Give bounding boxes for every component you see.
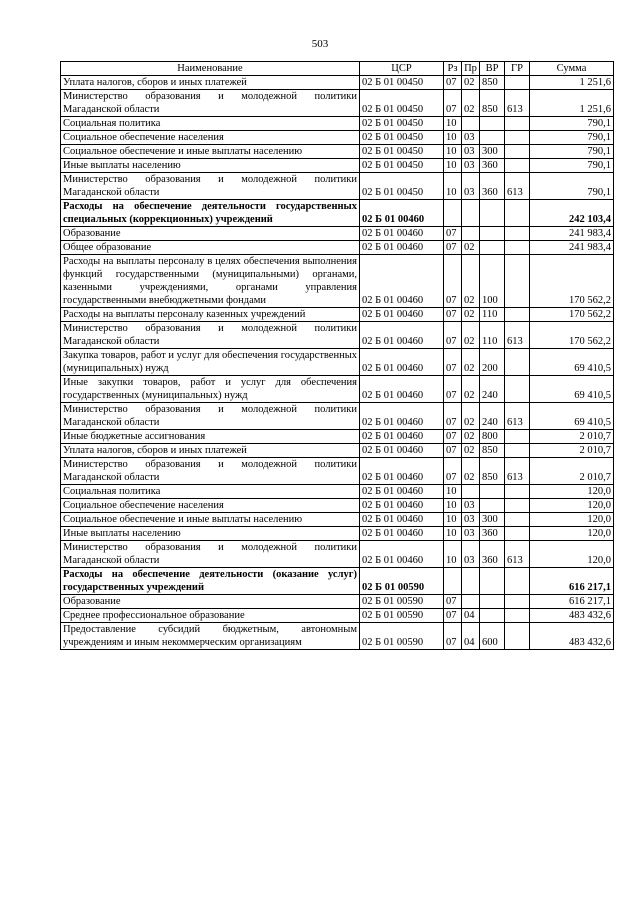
cell-pr: 03 (462, 527, 480, 541)
cell-vr: 850 (480, 444, 505, 458)
cell-name: Уплата налогов, сборов и иных платежей (61, 76, 360, 90)
table-row (61, 513, 614, 527)
cell-gr (505, 241, 530, 255)
cell-gr (505, 76, 530, 90)
cell-pr: 02 (462, 430, 480, 444)
cell-name: Образование (61, 595, 360, 609)
cell-csr: 02 Б 01 00590 (360, 623, 444, 650)
cell-pr (462, 200, 480, 227)
cell-pr: 03 (462, 499, 480, 513)
cell-csr: 02 Б 01 00460 (360, 308, 444, 322)
cell-gr (505, 485, 530, 499)
cell-pr: 03 (462, 173, 480, 200)
cell-pr: 02 (462, 403, 480, 430)
cell-pr: 02 (462, 458, 480, 485)
cell-gr (505, 376, 530, 403)
cell-rz (444, 200, 462, 227)
cell-rz: 07 (444, 623, 462, 650)
cell-name: Расходы на выплаты персоналу в целях обеспечения выполнения функций государственными (муниципальными) органами, казенными учреждениями, органами управления государственными внебюджетными фондами (61, 255, 360, 308)
cell-sum: 483 432,6 (530, 623, 614, 650)
cell-name: Общее образование (61, 241, 360, 255)
cell-vr (480, 499, 505, 513)
cell-vr (480, 117, 505, 131)
cell-rz: 07 (444, 458, 462, 485)
cell-csr: 02 Б 01 00460 (360, 241, 444, 255)
table-row (61, 499, 614, 513)
cell-csr: 02 Б 01 00460 (360, 541, 444, 568)
cell-gr (505, 444, 530, 458)
cell-pr: 04 (462, 623, 480, 650)
cell-csr: 02 Б 01 00450 (360, 117, 444, 131)
cell-csr: 02 Б 01 00460 (360, 349, 444, 376)
cell-gr (505, 513, 530, 527)
cell-name: Социальная политика (61, 117, 360, 131)
cell-rz: 07 (444, 349, 462, 376)
cell-sum: 790,1 (530, 145, 614, 159)
cell-rz: 07 (444, 322, 462, 349)
cell-name: Предоставление субсидий бюджетным, автономным учреждениям и иным некоммерческим организациям (61, 623, 360, 650)
cell-name: Иные выплаты населению (61, 159, 360, 173)
cell-rz: 10 (444, 541, 462, 568)
table-row (61, 76, 614, 90)
cell-csr: 02 Б 01 00450 (360, 131, 444, 145)
cell-rz: 07 (444, 595, 462, 609)
cell-vr (480, 595, 505, 609)
cell-vr: 360 (480, 541, 505, 568)
table-row (61, 595, 614, 609)
cell-rz: 07 (444, 430, 462, 444)
table-row (61, 609, 614, 623)
table-row (61, 308, 614, 322)
cell-csr: 02 Б 01 00590 (360, 568, 444, 595)
cell-sum: 69 410,5 (530, 403, 614, 430)
cell-name: Министерство образования и молодежной политики Магаданской области (61, 541, 360, 568)
cell-csr: 02 Б 01 00460 (360, 403, 444, 430)
cell-pr: 03 (462, 541, 480, 568)
cell-gr (505, 349, 530, 376)
cell-gr: 613 (505, 403, 530, 430)
cell-sum: 120,0 (530, 485, 614, 499)
cell-vr: 850 (480, 458, 505, 485)
cell-gr (505, 255, 530, 308)
cell-vr: 850 (480, 90, 505, 117)
table-row (61, 541, 614, 568)
cell-sum: 1 251,6 (530, 90, 614, 117)
cell-csr: 02 Б 01 00460 (360, 485, 444, 499)
cell-gr (505, 499, 530, 513)
cell-sum: 1 251,6 (530, 76, 614, 90)
cell-vr: 360 (480, 527, 505, 541)
cell-csr: 02 Б 01 00460 (360, 200, 444, 227)
cell-gr (505, 430, 530, 444)
cell-rz: 10 (444, 527, 462, 541)
cell-name: Министерство образования и молодежной политики Магаданской области (61, 90, 360, 117)
table-row (61, 376, 614, 403)
cell-vr (480, 131, 505, 145)
cell-pr: 02 (462, 308, 480, 322)
cell-gr: 613 (505, 322, 530, 349)
cell-rz: 07 (444, 227, 462, 241)
cell-name: Иные бюджетные ассигнования (61, 430, 360, 444)
cell-csr: 02 Б 01 00460 (360, 513, 444, 527)
cell-gr: 613 (505, 90, 530, 117)
cell-name: Образование (61, 227, 360, 241)
cell-vr (480, 200, 505, 227)
cell-vr (480, 227, 505, 241)
cell-name: Социальное обеспечение населения (61, 499, 360, 513)
cell-gr (505, 131, 530, 145)
table-row (61, 485, 614, 499)
cell-gr (505, 609, 530, 623)
cell-pr: 03 (462, 513, 480, 527)
cell-csr: 02 Б 01 00450 (360, 173, 444, 200)
cell-pr: 02 (462, 76, 480, 90)
cell-name: Министерство образования и молодежной политики Магаданской области (61, 322, 360, 349)
cell-sum: 241 983,4 (530, 227, 614, 241)
cell-name: Расходы на выплаты персоналу казенных учреждений (61, 308, 360, 322)
cell-csr: 02 Б 01 00460 (360, 458, 444, 485)
cell-sum: 790,1 (530, 117, 614, 131)
cell-pr: 02 (462, 255, 480, 308)
table-header-row (61, 62, 614, 76)
header-name: Наименование (61, 62, 360, 76)
cell-csr: 02 Б 01 00450 (360, 159, 444, 173)
cell-sum: 120,0 (530, 541, 614, 568)
cell-vr: 200 (480, 349, 505, 376)
cell-rz: 10 (444, 485, 462, 499)
cell-gr (505, 527, 530, 541)
table-row (61, 255, 614, 308)
cell-vr (480, 241, 505, 255)
cell-rz: 10 (444, 513, 462, 527)
cell-rz: 10 (444, 145, 462, 159)
cell-gr (505, 595, 530, 609)
cell-csr: 02 Б 01 00460 (360, 444, 444, 458)
table-row (61, 349, 614, 376)
cell-vr: 240 (480, 403, 505, 430)
cell-pr: 02 (462, 444, 480, 458)
cell-rz: 10 (444, 117, 462, 131)
cell-vr: 100 (480, 255, 505, 308)
cell-csr: 02 Б 01 00590 (360, 609, 444, 623)
cell-sum: 120,0 (530, 513, 614, 527)
cell-gr (505, 308, 530, 322)
cell-pr: 04 (462, 609, 480, 623)
cell-name: Среднее профессиональное образование (61, 609, 360, 623)
header-pr: Пр (462, 62, 480, 76)
cell-name: Уплата налогов, сборов и иных платежей (61, 444, 360, 458)
cell-gr: 613 (505, 458, 530, 485)
cell-name: Расходы на обеспечение деятельности (оказание услуг) государственных учреждений (61, 568, 360, 595)
cell-sum: 616 217,1 (530, 595, 614, 609)
cell-gr (505, 568, 530, 595)
cell-vr: 300 (480, 145, 505, 159)
cell-sum: 2 010,7 (530, 458, 614, 485)
cell-pr: 02 (462, 376, 480, 403)
cell-csr: 02 Б 01 00450 (360, 145, 444, 159)
cell-pr (462, 485, 480, 499)
table-row (61, 403, 614, 430)
cell-rz: 07 (444, 376, 462, 403)
cell-name: Министерство образования и молодежной политики Магаданской области (61, 403, 360, 430)
cell-csr: 02 Б 01 00450 (360, 90, 444, 117)
cell-sum: 170 562,2 (530, 255, 614, 308)
cell-sum: 2 010,7 (530, 430, 614, 444)
cell-csr: 02 Б 01 00460 (360, 255, 444, 308)
cell-gr (505, 227, 530, 241)
cell-csr: 02 Б 01 00460 (360, 322, 444, 349)
cell-vr: 110 (480, 322, 505, 349)
cell-rz: 07 (444, 76, 462, 90)
cell-rz: 10 (444, 173, 462, 200)
budget-table (60, 61, 614, 650)
table-row (61, 200, 614, 227)
cell-rz: 10 (444, 159, 462, 173)
cell-gr: 613 (505, 173, 530, 200)
cell-pr: 03 (462, 159, 480, 173)
cell-sum: 69 410,5 (530, 349, 614, 376)
cell-csr: 02 Б 01 00460 (360, 430, 444, 444)
cell-vr: 360 (480, 173, 505, 200)
cell-vr: 600 (480, 623, 505, 650)
table-row (61, 241, 614, 255)
table-row (61, 159, 614, 173)
table-row (61, 90, 614, 117)
cell-rz: 07 (444, 403, 462, 430)
table-row (61, 568, 614, 595)
cell-name: Расходы на обеспечение деятельности государственных специальных (коррекционных) учреждений (61, 200, 360, 227)
cell-rz: 07 (444, 241, 462, 255)
cell-pr: 03 (462, 145, 480, 159)
cell-vr: 360 (480, 159, 505, 173)
cell-vr: 110 (480, 308, 505, 322)
cell-gr: 613 (505, 541, 530, 568)
cell-rz: 07 (444, 444, 462, 458)
header-sum: Сумма (530, 62, 614, 76)
cell-name: Министерство образования и молодежной политики Магаданской области (61, 458, 360, 485)
cell-gr (505, 159, 530, 173)
table-row (61, 145, 614, 159)
cell-csr: 02 Б 01 00460 (360, 499, 444, 513)
cell-sum: 483 432,6 (530, 609, 614, 623)
cell-sum: 242 103,4 (530, 200, 614, 227)
table-row (61, 444, 614, 458)
cell-name: Социальное обеспечение населения (61, 131, 360, 145)
table-body (61, 76, 614, 650)
cell-pr (462, 595, 480, 609)
cell-pr: 02 (462, 90, 480, 117)
cell-rz: 07 (444, 308, 462, 322)
cell-rz: 10 (444, 131, 462, 145)
cell-gr (505, 200, 530, 227)
cell-csr: 02 Б 01 00460 (360, 227, 444, 241)
cell-name: Социальное обеспечение и иные выплаты населению (61, 513, 360, 527)
table-row (61, 322, 614, 349)
cell-sum: 616 217,1 (530, 568, 614, 595)
cell-rz: 07 (444, 90, 462, 117)
cell-gr (505, 623, 530, 650)
cell-pr: 02 (462, 349, 480, 376)
header-vr: ВР (480, 62, 505, 76)
cell-csr: 02 Б 01 00450 (360, 76, 444, 90)
cell-name: Министерство образования и молодежной политики Магаданской области (61, 173, 360, 200)
header-rz: Рз (444, 62, 462, 76)
cell-sum: 170 562,2 (530, 308, 614, 322)
table-row (61, 623, 614, 650)
table-row (61, 117, 614, 131)
table-row (61, 430, 614, 444)
cell-pr (462, 117, 480, 131)
cell-sum: 790,1 (530, 131, 614, 145)
cell-pr: 02 (462, 241, 480, 255)
cell-name: Социальное обеспечение и иные выплаты населению (61, 145, 360, 159)
page-number: 503 (311, 38, 329, 50)
cell-name: Закупка товаров, работ и услуг для обеспечения государственных (муниципальных) нужд (61, 349, 360, 376)
cell-vr: 300 (480, 513, 505, 527)
cell-csr: 02 Б 01 00460 (360, 527, 444, 541)
cell-pr: 02 (462, 322, 480, 349)
cell-pr: 03 (462, 131, 480, 145)
cell-vr (480, 568, 505, 595)
cell-vr (480, 609, 505, 623)
cell-sum: 69 410,5 (530, 376, 614, 403)
cell-sum: 170 562,2 (530, 322, 614, 349)
cell-csr: 02 Б 01 00590 (360, 595, 444, 609)
table-row (61, 173, 614, 200)
cell-vr (480, 485, 505, 499)
cell-gr (505, 117, 530, 131)
table-row (61, 131, 614, 145)
cell-rz (444, 568, 462, 595)
cell-sum: 241 983,4 (530, 241, 614, 255)
cell-rz: 10 (444, 499, 462, 513)
cell-name: Иные выплаты населению (61, 527, 360, 541)
cell-pr (462, 568, 480, 595)
table-row (61, 227, 614, 241)
cell-sum: 2 010,7 (530, 444, 614, 458)
table-row (61, 458, 614, 485)
table-row (61, 527, 614, 541)
cell-sum: 120,0 (530, 499, 614, 513)
header-gr: ГР (505, 62, 530, 76)
cell-pr (462, 227, 480, 241)
cell-rz: 07 (444, 609, 462, 623)
cell-sum: 120,0 (530, 527, 614, 541)
header-csr: ЦСР (360, 62, 444, 76)
cell-rz: 07 (444, 255, 462, 308)
cell-vr: 850 (480, 76, 505, 90)
cell-vr: 800 (480, 430, 505, 444)
cell-csr: 02 Б 01 00460 (360, 376, 444, 403)
cell-sum: 790,1 (530, 173, 614, 200)
cell-name: Иные закупки товаров, работ и услуг для обеспечения государственных (муниципальных) нужд (61, 376, 360, 403)
cell-gr (505, 145, 530, 159)
cell-vr: 240 (480, 376, 505, 403)
cell-name: Социальная политика (61, 485, 360, 499)
cell-sum: 790,1 (530, 159, 614, 173)
